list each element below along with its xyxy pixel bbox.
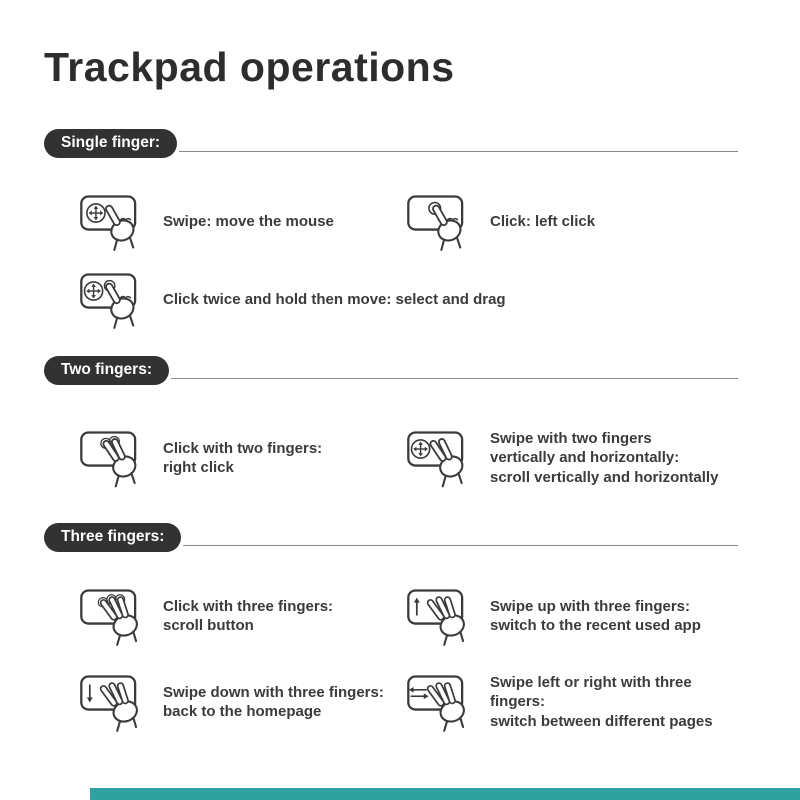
arrows-glyph: [85, 282, 103, 300]
two-finger-swipe-icon: [405, 424, 473, 492]
gesture-caption: [490, 212, 595, 232]
section-two-fingers: [44, 356, 738, 501]
caption-line: Click with three fingers:: [163, 597, 334, 615]
caption-line: Swipe down with three fingers:: [163, 683, 384, 701]
caption-line: Swipe: move the mouse: [163, 213, 334, 231]
caption-line: switch to the recent used app: [490, 617, 701, 634]
caption-line: Click with two fingers:: [163, 439, 323, 457]
gesture-item: [405, 668, 738, 736]
section-header: [44, 129, 738, 158]
gesture-caption: [163, 597, 333, 636]
section-three-fingers: [44, 523, 738, 736]
section-rule: [183, 545, 738, 546]
three-finger-swipe-down-icon: [78, 668, 146, 736]
gesture-item: [405, 188, 738, 256]
caption-line: right click: [163, 459, 234, 476]
gesture-item: [405, 582, 738, 650]
caption-line: vertically and horizontally:: [490, 449, 680, 467]
three-finger-click-icon: [78, 582, 146, 650]
gesture-item: [78, 668, 405, 736]
section-rows: [44, 415, 738, 501]
gesture-caption: [163, 290, 506, 310]
bottom-accent-bar: [90, 788, 800, 800]
section-header: [44, 356, 738, 385]
caption-line: switch between different pages: [490, 712, 713, 730]
section-pill: Three fingers:: [44, 523, 181, 552]
caption-line: scroll vertically and horizontally: [490, 468, 719, 486]
swipe-move-icon: [78, 188, 146, 256]
gesture-caption: [163, 212, 334, 232]
gesture-caption: [490, 673, 738, 732]
caption-line: Swipe up with three fingers:: [490, 597, 691, 615]
gesture-item: [78, 266, 738, 334]
section-single-finger: [44, 129, 738, 334]
gesture-item: [405, 415, 738, 501]
section-rows: [44, 582, 738, 736]
two-finger-click-icon: [78, 424, 146, 492]
gesture-caption: [163, 439, 322, 478]
section-pill: Two fingers:: [44, 356, 169, 385]
section-header: [44, 523, 738, 552]
gesture-caption: [490, 597, 701, 636]
section-rows: [44, 188, 738, 334]
section-rule: [171, 378, 738, 379]
section-pill: Single finger:: [44, 129, 177, 158]
page-title: Trackpad operations: [44, 44, 455, 90]
three-finger-swipe-lr-icon: [405, 668, 473, 736]
caption-line: Swipe with two fingers: [490, 429, 652, 447]
gesture-item: [78, 582, 405, 650]
double-click-drag-icon: [78, 266, 146, 334]
gesture-item: [78, 188, 405, 256]
left-click-icon: [405, 188, 473, 256]
section-rule: [179, 151, 738, 152]
caption-line: back to the homepage: [163, 703, 322, 720]
arrows-glyph: [87, 204, 105, 222]
caption-line: Swipe left or right with three fingers:: [490, 673, 692, 711]
caption-line: Click: left click: [490, 213, 596, 231]
gesture-caption: [490, 429, 718, 488]
arrows-glyph: [412, 440, 430, 458]
gesture-caption: [163, 683, 384, 722]
caption-line: scroll button: [163, 617, 254, 634]
caption-line: Click twice and hold then move: select and drag: [163, 291, 506, 309]
gesture-item: [78, 415, 405, 501]
three-finger-swipe-up-icon: [405, 582, 473, 650]
